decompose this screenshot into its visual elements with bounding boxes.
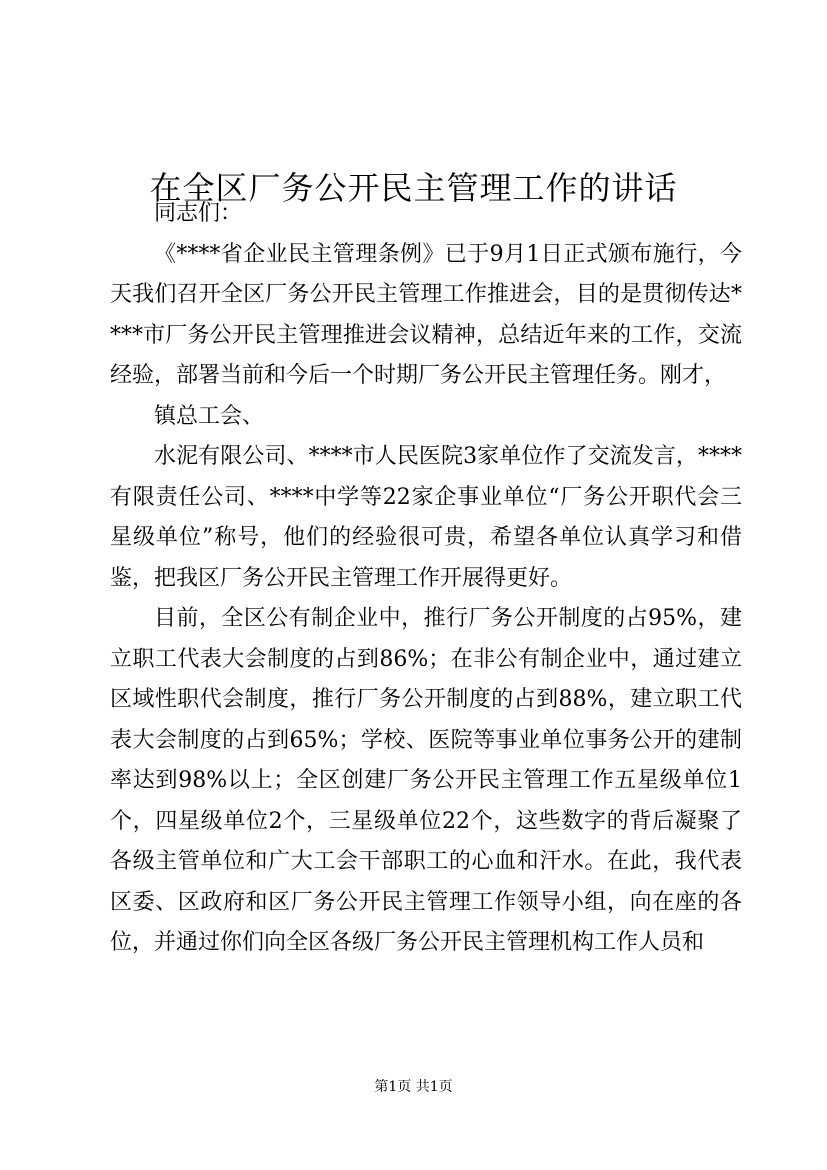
salutation-paragraph: 同志们： bbox=[154, 201, 243, 226]
document-title: 在全区厂务公开民主管理工作的讲话 bbox=[149, 169, 678, 208]
body-paragraph: 目前，全区公有制企业中，推行厂务公开制度的占95%，建立职工代表大会制度的占到86%；在非公有制企业中，通过建立区域性职代会制度，推行厂务公开制度的占到88%，建立职工代表大会制度的占到65%；学校、医院等事业单位事务公开的建制率达到98%以上；全区创建厂务公开民主管理工作五星级单位1个，四星级单位2个，三星级单位22个，这些数字的背后凝聚了各级主管单位和广大工会干部职工的心血和汗水。在此，我代表区委、区政府和区厂务公开民主管理工作领导小组，向在座的各位，并通过你们向全区各级厂务公开民主管理机构工作人员和 bbox=[110, 606, 742, 955]
body-paragraph: 镇总工会、 bbox=[154, 403, 265, 429]
body-paragraph: 水泥有限公司、****市人民医院3家单位作了交流发言，****有限责任公司、****中学等22家企事业单位“厂务公开职代会三星级单位”称号，他们的经验很可贵，希望各单位认真学习和借鉴，把我区厂务公开民主管理工作开展得更好。 bbox=[110, 444, 742, 591]
document-body bbox=[110, 194, 742, 964]
body-paragraph: 《****省企业民主管理条例》已于9月1日正式颁布施行，今天我们召开全区厂务公开民主管理工作推进会，目的是贯彻传达****市厂务公开民主管理推进会议精神，总结近年来的工作，交流经验，部署当前和今后一个时期厂务公开民主管理任务。刚才， bbox=[110, 241, 742, 388]
page-number-footer: 第1页 共1页 bbox=[374, 1079, 453, 1095]
